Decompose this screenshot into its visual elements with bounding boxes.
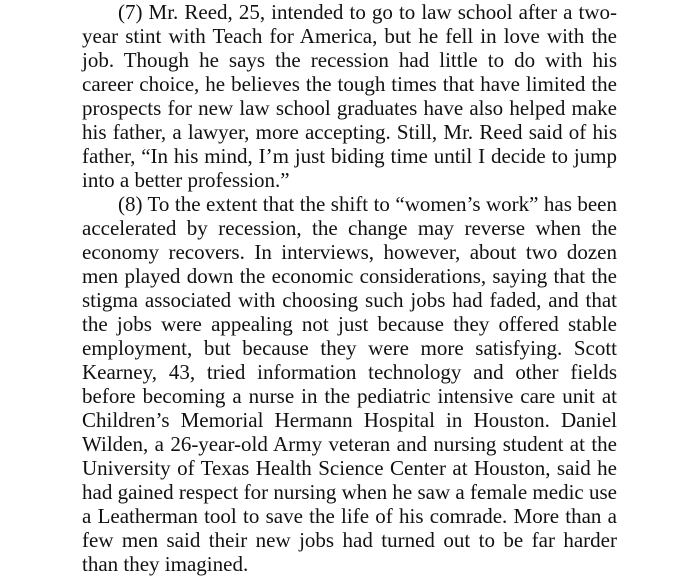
paragraph-7: (7) Mr. Reed, 25, intended to go to law school after a two-year stint with Teach for America, but he fell in love with the job. Though he says the recession had little to do with his career choice, he believes the tough times that have limited the prospects for new law school graduates have also helped make his father, a lawyer, more accepting. Still, Mr. Reed said of his father, “In his mind, I’m just biding time until I decide to jump into a better profession.”	[82, 0, 617, 192]
paragraph-8: (8) To the extent that the shift to “women’s work” has been accelerated by recession, the change may reverse when the economy recovers. In interviews, however, about two dozen men played down the economic considerations, saying that the stigma associated with choosing such jobs had faded, and that the jobs were appealing not just because they offered stable employment, but because they were more satisfying. Scott Kearney, 43, tried information technology and other fields before becoming a nurse in the pediatric intensive care unit at Children’s Memorial Hermann Hospital in Houston. Daniel Wilden, a 26-year-old Army veteran and nursing student at the University of Texas Health Science Center at Houston, said he had gained respect for nursing when he saw a female medic use a Leatherman tool to save the life of his comrade. More than a few men said their new jobs had turned out to be far harder than they imagined.	[82, 192, 617, 576]
document-body	[82, 0, 617, 576]
